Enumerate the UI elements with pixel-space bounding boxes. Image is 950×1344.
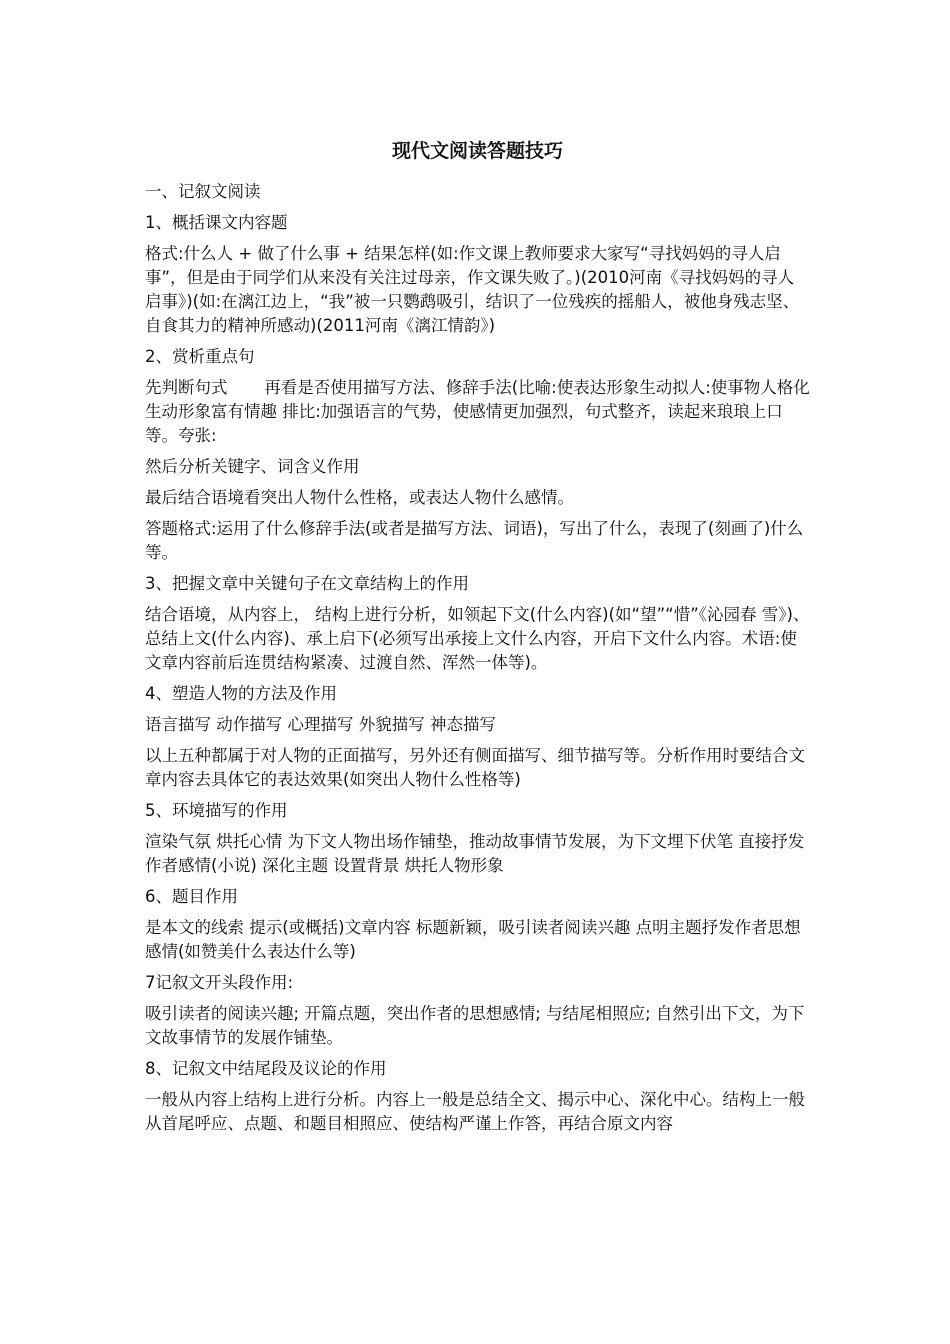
section-heading: 3、把握文章中关键句子在文章结构上的作用 bbox=[145, 574, 469, 593]
section-heading: 一、记叙文阅读 bbox=[145, 182, 261, 201]
paragraph: 是本文的线索 提示(或概括)文章内容 标题新颖，吸引读者阅读兴趣 点明主题抒发作者思想感情(如赞美什么表达什么等) bbox=[145, 918, 801, 961]
paragraph: 先判断句式 再看是否使用描写方法、修辞手法(比喻:使表达形象生动拟人:使事物人格化生动形象富有情趣 排比:加强语言的气势，使感情更加强烈，句式整齐，读起来琅琅上口等。夸张: bbox=[145, 378, 810, 445]
paragraph: 格式:什么人 + 做了什么事 + 结果怎样(如:作文课上教师要求大家写“寻找妈妈的寻人启事”，但是由于同学们从来没有关注过母亲，作文课失败了。)(2010河南《寻找妈妈的寻人启事》)(如:在漓江边上，“我”被一只鹦鹉吸引，结识了一位残疾的摇船人，被他身残志坚、自食其力的精神所感动)(2011河南《漓江情韵》) bbox=[145, 244, 800, 335]
section-heading: 5、环境描写的作用 bbox=[145, 801, 288, 820]
paragraph: 吸引读者的阅读兴趣; 开篇点题，突出作者的思想感情; 与结尾相照应; 自然引出下文，为下文故事情节的发展作铺垫。 bbox=[145, 1004, 805, 1047]
section-heading: 7记叙文开头段作用: bbox=[145, 973, 294, 992]
section-heading: 2、赏析重点句 bbox=[145, 347, 255, 366]
document-body bbox=[145, 180, 810, 1136]
paragraph: 以上五种都属于对人物的正面描写，另外还有侧面描写、细节描写等。分析作用时要结合文章内容去具体它的表达效果(如突出人物什么性格等) bbox=[145, 746, 805, 789]
document-title: 现代文阅读答题技巧 bbox=[391, 140, 563, 162]
paragraph: 语言描写 动作描写 心理描写 外貌描写 神态描写 bbox=[145, 715, 496, 734]
paragraph: 答题格式:运用了什么修辞手法(或者是描写方法、词语)，写出了什么，表现了(刻画了)什么等。 bbox=[145, 519, 804, 562]
paragraph: 一般从内容上结构上进行分析。内容上一般是总结全文、揭示中心、深化中心。结构上一般从首尾呼应、点题、和题目相照应、使结构严谨上作答，再结合原文内容 bbox=[145, 1090, 805, 1133]
paragraph: 最后结合语境看突出人物什么性格，或表达人物什么感情。 bbox=[145, 488, 574, 507]
section-heading: 1、概括课文内容题 bbox=[145, 213, 288, 232]
document-page bbox=[145, 138, 810, 1143]
paragraph: 结合语境，从内容上， 结构上进行分析，如领起下文(什么内容)(如“望”“惜”《沁园春 雪》)、总结上文(什么内容)、承上启下(必须写出承接上文什么内容，开启下文什么内容。术语:使文章内容前后连贯结构紧凑、过渡自然、浑然一体等)。 bbox=[145, 605, 810, 672]
paragraph: 然后分析关键字、词含义作用 bbox=[145, 457, 360, 476]
section-heading: 6、题目作用 bbox=[145, 887, 238, 906]
section-heading: 4、塑造人物的方法及作用 bbox=[145, 684, 337, 703]
paragraph: 渲染气氛 烘托心情 为下文人物出场作铺垫，推动故事情节发展，为下文埋下伏笔 直接抒发作者感情(小说) 深化主题 设置背景 烘托人物形象 bbox=[145, 832, 805, 875]
section-heading: 8、记叙文中结尾段及议论的作用 bbox=[145, 1059, 387, 1078]
